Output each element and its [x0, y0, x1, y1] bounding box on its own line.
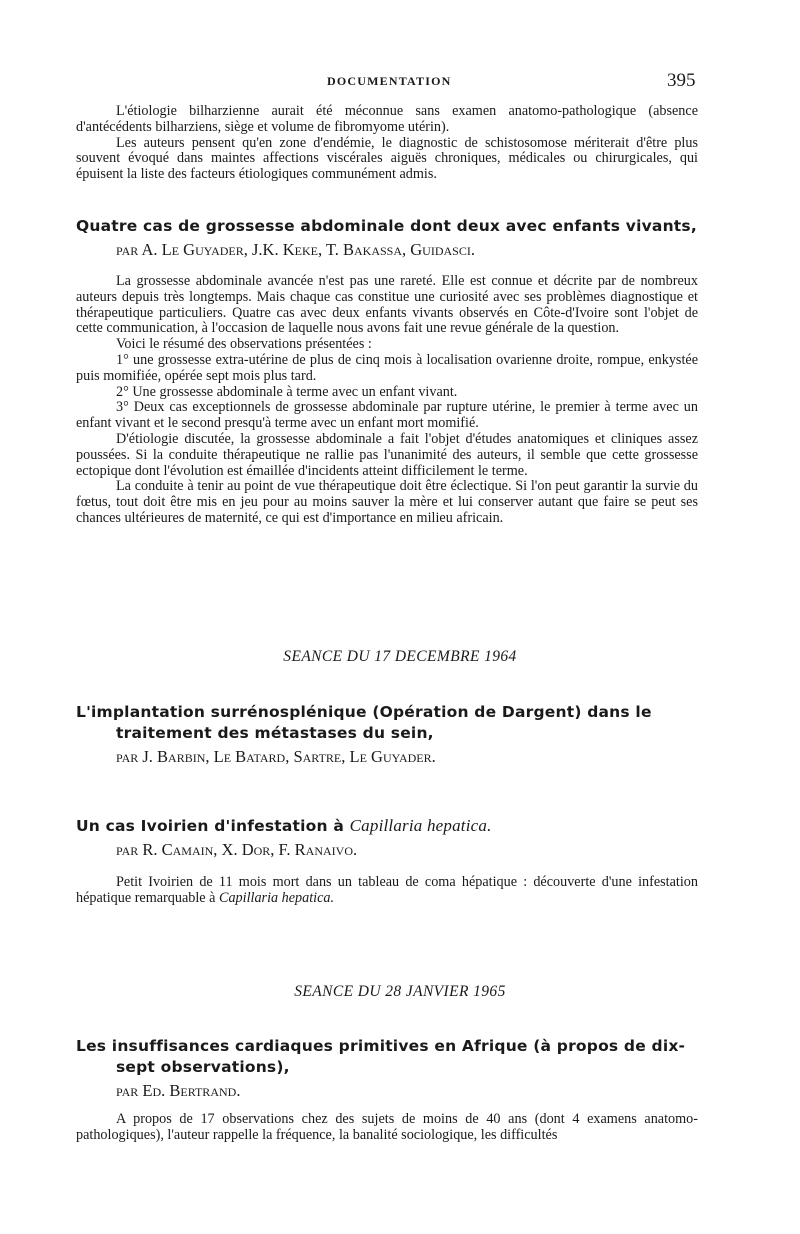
running-head: DOCUMENTATION [327, 74, 452, 88]
paragraph: D'étiologie discutée, la grossesse abdominale a fait l'objet d'études anatomiques et cliniques assez poussées. Si la conduite thérapeutique ne rallie pas l'unanimité des auteurs, il semble que cette grossesse ectopique dont l'évolution est émaillée d'incidents atteint difficilement le terme. [76, 430, 698, 479]
title-species: Capillaria hepatica. [349, 816, 492, 835]
title-text: Un cas Ivoirien d'infestation à [76, 817, 345, 835]
article-title: L'implantation surrénosplénique (Opération de Dargent) dans le traitement des métastases du sein, [76, 703, 652, 742]
paragraph: L'étiologie bilharzienne aurait été méconnue sans examen anatomo-pathologique (absence d'antécédents bilharziens, siège et volume de fibromyome utérin). [76, 103, 698, 135]
article-cardiac [76, 1036, 698, 1144]
page-number: 395 [667, 70, 696, 91]
paragraph: La grossesse abdominale avancée n'est pas une rareté. Elle est connue et décrite par de nombreux auteurs depuis très longtemps. Mais chaque cas constitue une curiosité avec ses problèmes diagnostique et thérapeutique particuliers. Quatre cas avec deux enfants vivants observés en Côte-d'Ivoire sont l'objet de cette communication, à l'occasion de laquelle nous avons fait une revue générale de la question. [76, 273, 698, 337]
article-title: Quatre cas de grossesse abdominale dont deux avec enfants vivants, [76, 217, 697, 235]
article-byline: par Ed. Bertrand. [116, 1081, 241, 1100]
list-item: 1° une grossesse extra-utérine de plus de cinq mois à localisation ovarienne droite, rompue, enkystée puis momifiée, opérée sept mois plus tard. [76, 351, 698, 384]
list-item: 2° Une grossesse abdominale à terme avec un enfant vivant. [116, 383, 458, 400]
paragraph-text: Petit Ivoirien de 11 mois mort dans un tableau de coma hépatique : découverte d'une infestation hépatique remarquable à [76, 874, 698, 906]
list-item: 3° Deux cas exceptionnels de grossesse abdominale par rupture utérine, le premier à terme avec un enfant vivant et le second presqu'à terme avec un enfant mort momifié. [76, 399, 698, 432]
paragraph: La conduite à tenir au point de vue thérapeutique doit être éclectique. Si l'on peut garantir la survie du fœtus, tout doit être mis en jeu pour au moins sauver la mère et lui conserver autant que faire se peut ses chances ultérieures de maternité, ce qui est d'importance en milieu africain. [76, 478, 698, 526]
article-capillaria [76, 815, 698, 907]
article-abdominal-pregnancy [76, 216, 698, 261]
seance-heading: SEANCE DU 17 DECEMBRE 1964 [283, 648, 517, 665]
article-title [76, 815, 698, 837]
article-surrenosplenic [76, 702, 698, 768]
article-byline: par R. Camain, X. Dor, F. Ranaivo. [116, 840, 358, 859]
species-name: Capillaria hepatica. [218, 889, 335, 906]
paragraph: Voici le résumé des observations présentées : [116, 336, 372, 353]
paragraph: Les auteurs pensent qu'en zone d'endémie, le diagnostic de schistosomose mériterait d'être plus souvent évoqué dans maintes affections viscérales aiguës chroniques, médicales ou chirurgicales, qui épuisent la liste des facteurs étiologiques communément admis. [76, 134, 698, 183]
seance-heading: SEANCE DU 28 JANVIER 1965 [294, 983, 506, 1000]
article-byline: par A. Le Guyader, J.K. Keke, T. Bakassa, Guidasci. [116, 240, 475, 259]
paragraph [76, 875, 698, 907]
article-abdominal-pregnancy-body [76, 274, 698, 527]
paragraph: A propos de 17 observations chez des sujets de moins de 40 ans (dont 4 examens anatomo-pathologiques), l'auteur rappelle la fréquence, la banalité sociologique, les difficultés [76, 1111, 698, 1143]
article-byline: par J. Barbin, Le Batard, Sartre, Le Guyader. [116, 747, 436, 766]
page-header [0, 70, 800, 94]
article-title: Les insuffisances cardiaques primitives en Afrique (à propos de dix-sept observations), [76, 1037, 686, 1076]
intro-section [76, 104, 698, 183]
